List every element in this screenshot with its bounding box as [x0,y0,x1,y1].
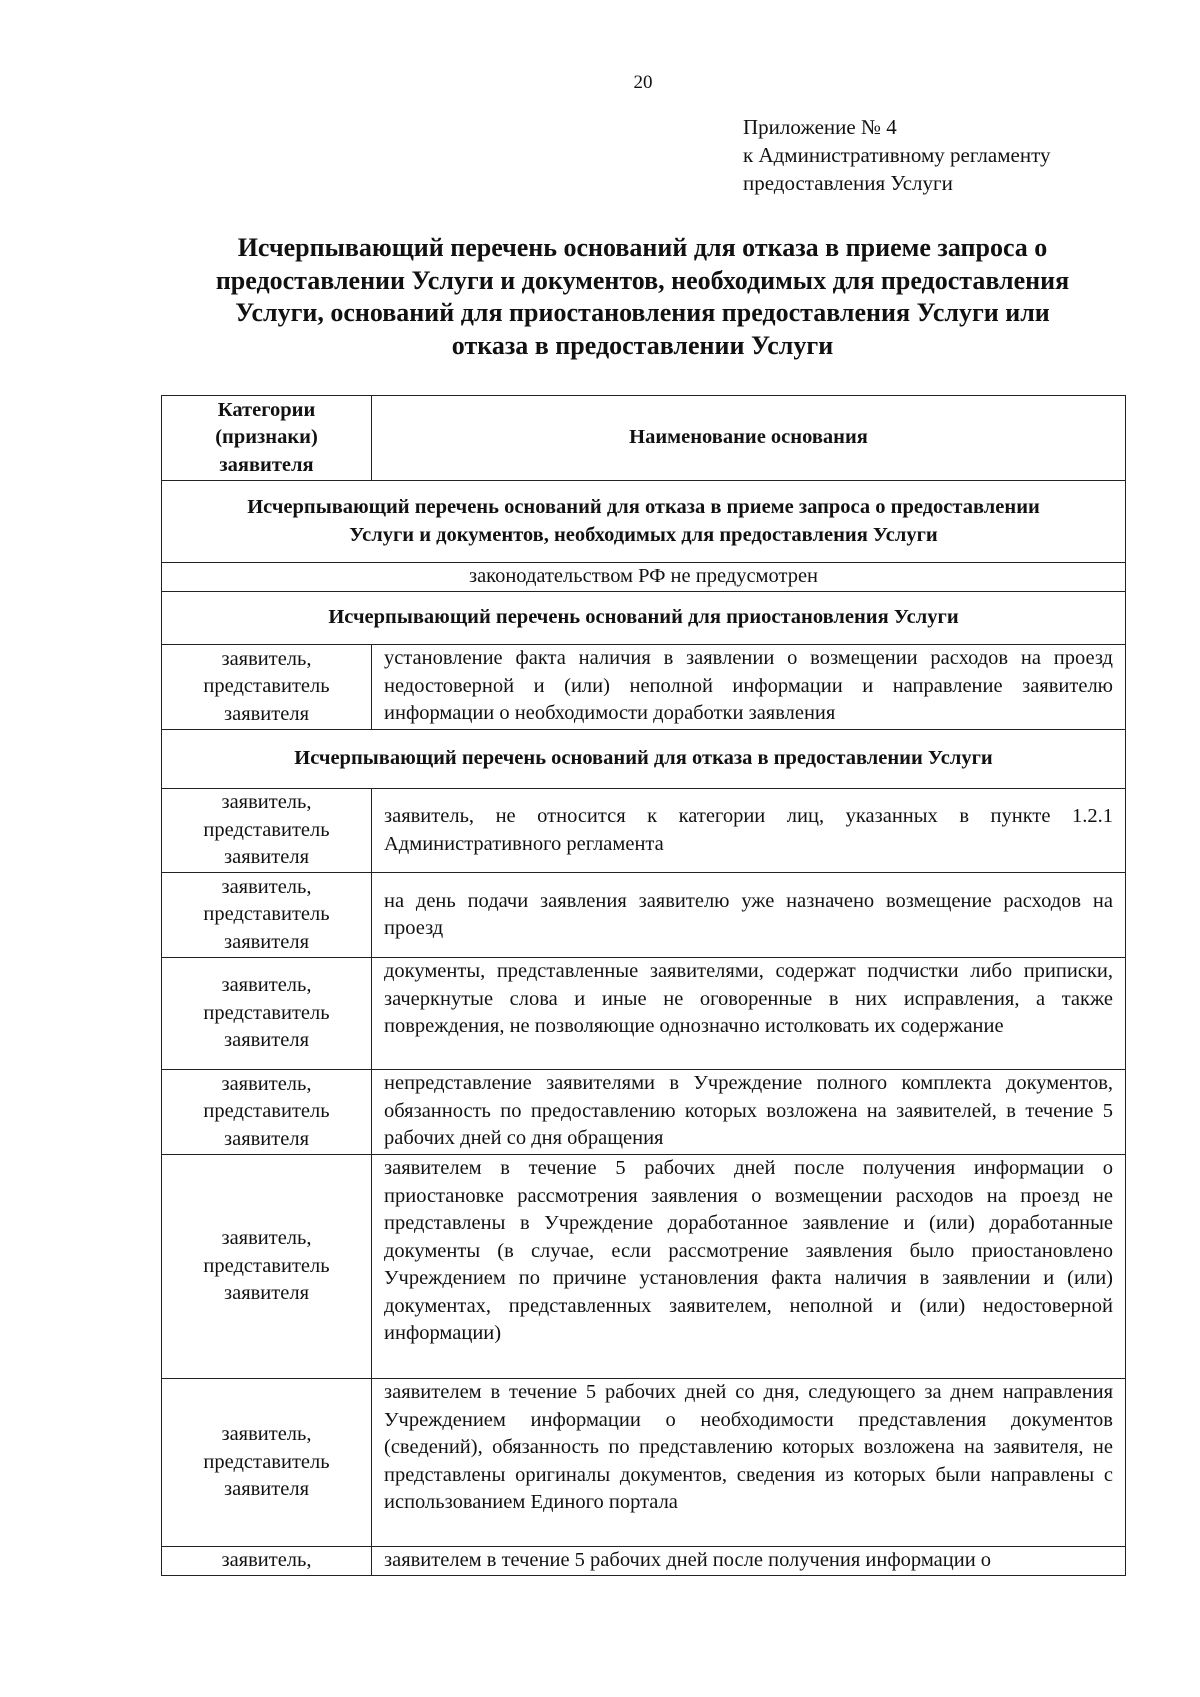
section-row-intake-refusal [162,481,1126,563]
reason-cell: на день подачи заявления заявителю уже назначено возмещение расходов на проезд [372,873,1126,958]
header-category-line-1: Категории [217,398,316,421]
table-row [162,873,1126,958]
section-title-line-1: Исчерпывающий перечень оснований для отказа в приеме запроса о предоставлении [247,496,1040,518]
reason-cell: заявителем в течение 5 рабочих дней после получения информации о приостановке рассмотрения заявления о возмещении расходов на проезд не представлены в Учреждение доработанное заявление и (или) доработанные документы (в случае, если рассмотрение заявления было приостановлено Учреждением по причине установления факта наличия в заявлении и (или) документах, представленных заявителем, неполной и (или) недостоверной информации) [372,1155,1126,1379]
page-number: 20 [633,72,653,93]
table-row [162,1070,1126,1155]
note-row [162,563,1126,592]
category-line-3: заявителя [224,1282,309,1305]
section-title-intake-refusal [162,481,1126,563]
appendix-line-1: Приложение № 4 [743,115,897,139]
title-line-1: Исчерпывающий перечень оснований для отказа в приеме запроса о [237,233,1048,262]
category-line-1: заявитель, [221,791,312,814]
title-line-3: Услуги, оснований для приостановления предоставления Услуги или [235,298,1050,327]
appendix-note [743,113,1050,197]
table-row [162,1547,1126,1576]
header-category [162,396,372,481]
reason-cell: документы, представленные заявителями, содержат подчистки либо приписки, зачеркнутые слова и иные не оговоренные в них исправления, а также повреждения, не позволяющие однозначно истолковать их содержание [372,958,1126,1070]
grounds-table [161,395,1126,1576]
reason-cell: заявитель, не относится к категории лиц, указанных в пункте 1.2.1 Административного регламента [372,789,1126,873]
category-line-2: представитель [203,1450,330,1473]
reason-cell: заявителем в течение 5 рабочих дней со дня, следующего за днем направления Учреждением информации о необходимости представления документов (сведений), обязанность по представлению которых возложена на заявителя, не представлены оригиналы документов, сведения из которых были направлены с использованием Единого портала [372,1379,1126,1547]
category-line-3: заявителя [224,846,309,869]
category-line-1: заявитель, [221,1423,312,1446]
category-line-3: заявителя [224,1127,309,1150]
category-cell [162,789,372,873]
section-title-line-2: Услуги и документов, необходимых для предоставления Услуги [349,523,938,546]
category-cell [162,645,372,730]
section-row-suspension [162,592,1126,645]
category-line-1: заявитель, [221,875,312,898]
category-line-2: представитель [203,1001,330,1024]
category-line-1: заявитель, [221,1072,312,1095]
category-line-2: представитель [203,818,330,841]
section-title-service-refusal: Исчерпывающий перечень оснований для отказа в предоставлении Услуги [162,730,1126,789]
category-line-1: заявитель, [221,647,312,670]
category-cell [162,958,372,1070]
section-row-service-refusal [162,730,1126,789]
table-row [162,645,1126,730]
category-line-3: заявителя [224,1029,309,1052]
table-header-row [162,396,1126,481]
document-title [160,232,1125,362]
title-line-2: предоставлении Услуги и документов, необходимых для предоставления [215,265,1070,295]
reason-cell: заявителем в течение 5 рабочих дней после получения информации о [372,1547,1126,1576]
table-row [162,1155,1126,1379]
header-category-line-2: (признаки) [215,426,318,449]
reason-cell: установление факта наличия в заявлении о возмещении расходов на проезд недостоверной и (или) неполной информации и направление заявителю информации о необходимости доработки заявления [372,645,1126,730]
category-cell [162,1070,372,1155]
category-line-2: представитель [203,903,330,926]
category-cell [162,1379,372,1547]
category-cell: заявитель, [162,1547,372,1576]
table-row [162,789,1126,873]
header-reason: Наименование основания [372,396,1126,481]
category-line-3: заявителя [224,702,309,725]
table-row [162,1379,1126,1547]
section-title-suspension: Исчерпывающий перечень оснований для приостановления Услуги [162,592,1126,645]
category-cell [162,1155,372,1379]
category-line-1: заявитель, [221,974,312,997]
category-line-2: представитель [203,675,330,698]
category-line-1: заявитель, [221,1227,312,1250]
category-line-2: представитель [203,1100,330,1123]
category-line-3: заявителя [224,930,309,953]
appendix-line-2: к Административному регламенту [743,143,1051,167]
section-note: законодательством РФ не предусмотрен [162,563,1126,592]
appendix-line-3: предоставления Услуги [743,171,953,195]
category-line-2: представитель [203,1254,330,1277]
table-row [162,958,1126,1070]
category-line-3: заявителя [224,1478,309,1501]
category-cell [162,873,372,958]
header-category-line-3: заявителя [219,453,314,476]
reason-cell: непредставление заявителями в Учреждение полного комплекта документов, обязанность по предоставлению которых возложена на заявителей, в течение 5 рабочих дней со дня обращения [372,1070,1126,1155]
title-line-4: отказа в предоставлении Услуги [451,330,834,360]
